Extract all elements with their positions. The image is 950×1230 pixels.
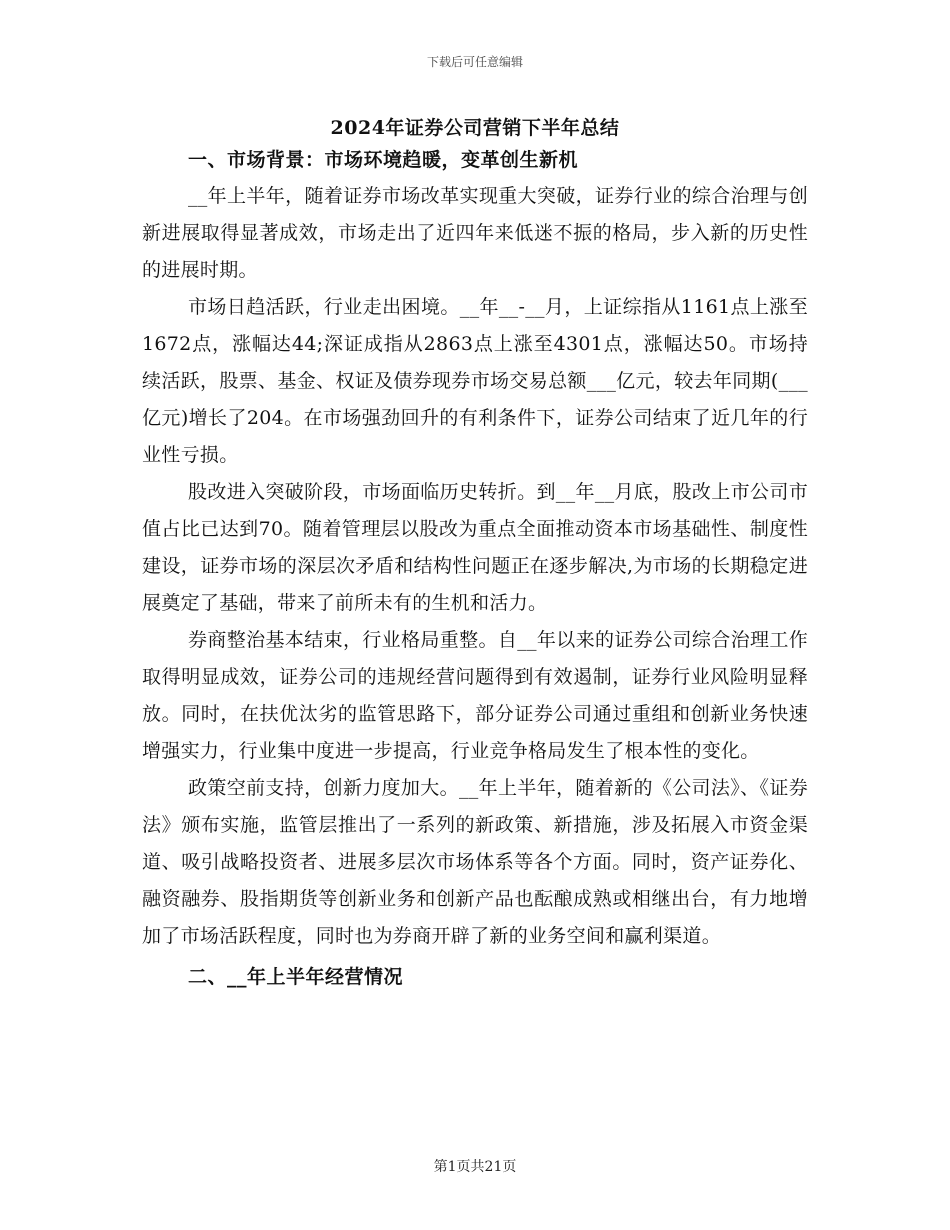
page-header-note: 下载后可任意编辑 xyxy=(426,55,523,69)
document-title: 2024年证券公司营销下半年总结 xyxy=(330,117,620,139)
paragraph: 股改进入突破阶段，市场面临历史转折。到__年__月底，股改上市公司市值占比已达到70。随着管理层以股改为重点全面推动资本市场基础性、制度性建设，证券市场的深层次矛盾和结构性问题正在逐步解决,为市场的长期稳定进展奠定了基础，带来了前所未有的生机和活力。 xyxy=(142,481,808,614)
section-heading-market-background: 一、市场背景：市场环境趋暖，变革创生新机 xyxy=(188,149,579,171)
section-heading-operations: 二、__年上半年经营情况 xyxy=(188,966,404,988)
paragraph: 券商整治基本结束，行业格局重整。自__年以来的证券公司综合治理工作取得明显成效，证券公司的违规经营问题得到有效遏制，证券行业风险明显释放。同时，在扶优汰劣的监管思路下，部分证券公司通过重组和创新业务快速增强实力，行业集中度进一步提高，行业竞争格局发生了根本性的变化。 xyxy=(142,629,808,762)
paragraph: 政策空前支持，创新力度加大。__年上半年，随着新的《公司法》、《证券法》颁布实施，监管层推出了一系列的新政策、新措施，涉及拓展入市资金渠道、吸引战略投资者、进展多层次市场体系等各个方面。同时，资产证券化、融资融券、股指期货等创新业务和创新产品也酝酿成熟或相继出台，有力地增加了市场活跃程度，同时也为券商开辟了新的业务空间和赢利渠道。 xyxy=(142,777,808,947)
page-number: 第1页共21页 xyxy=(433,1159,517,1175)
document-body xyxy=(142,112,808,995)
paragraph: 市场日趋活跃，行业走出困境。__年__-__月，上证综指从1161点上涨至1672点，涨幅达44;深证成指从2863点上涨至4301点，涨幅达50。市场持续活跃，股票、基金、权证及债券现券市场交易总额___亿元，较去年同期(___亿元)增长了204。在市场强劲回升的有利条件下，证券公司结束了近几年的行业性亏损。 xyxy=(142,296,808,466)
paragraph: __年上半年，随着证券市场改革实现重大突破，证券行业的综合治理与创新进展取得显著成效，市场走出了近四年来低迷不振的格局，步入新的历史性的进展时期。 xyxy=(142,185,808,281)
